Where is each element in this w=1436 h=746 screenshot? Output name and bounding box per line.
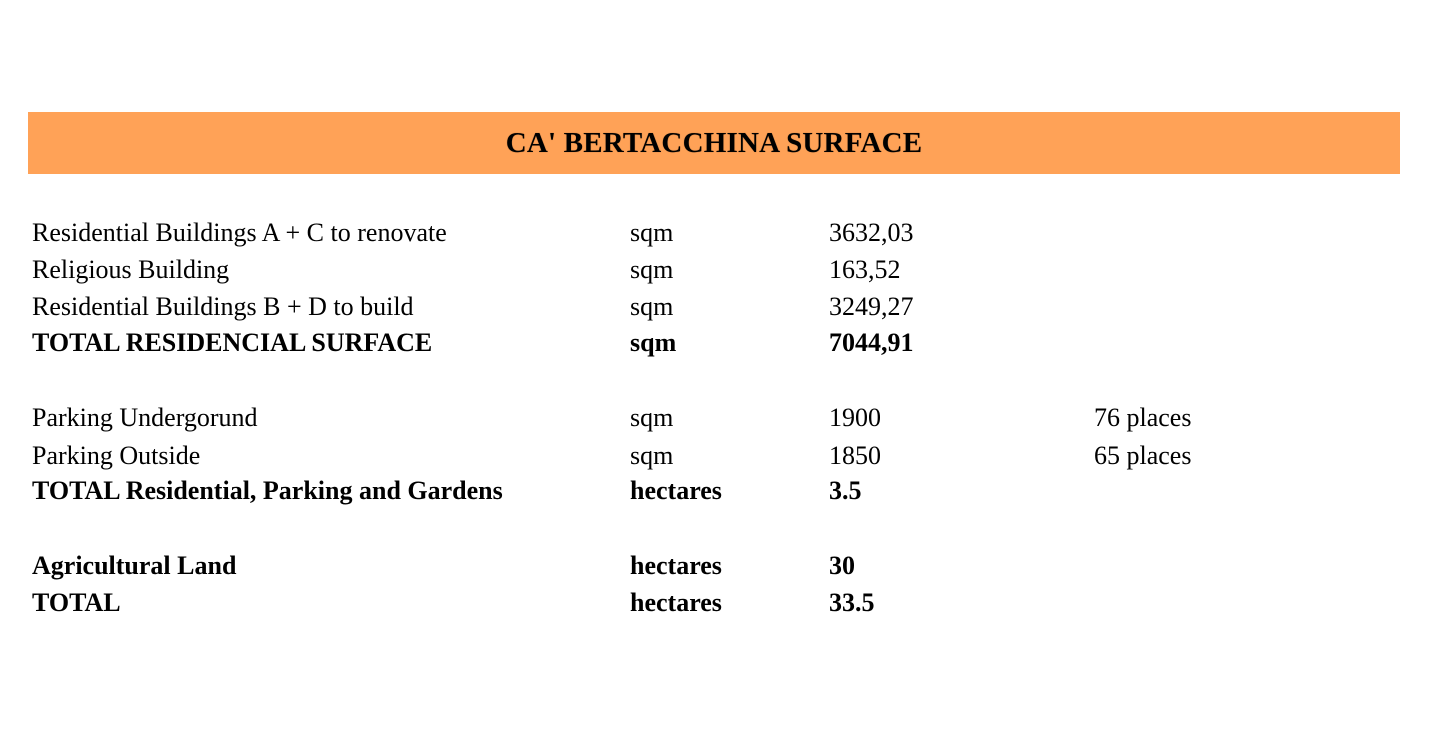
row-label: TOTAL Residential, Parking and Gardens — [32, 476, 503, 505]
row-label: TOTAL RESIDENCIAL SURFACE — [32, 328, 433, 357]
row-unit: sqm — [630, 403, 674, 432]
row-value: 1900 — [829, 403, 881, 432]
table-row — [0, 438, 1436, 474]
row-extra: 76 places — [1094, 403, 1192, 432]
row-value: 3249,27 — [829, 292, 914, 321]
row-value: 30 — [829, 551, 855, 580]
row-value: 7044,91 — [829, 328, 914, 357]
row-value: 33.5 — [829, 588, 875, 617]
row-label: Residential Buildings B + D to build — [32, 292, 414, 321]
row-extra: 65 places — [1094, 441, 1192, 470]
row-label: Residential Buildings A + C to renovate — [32, 218, 447, 247]
row-unit: sqm — [630, 292, 674, 321]
total-row — [0, 473, 1436, 509]
row-unit: hectares — [630, 588, 722, 617]
row-value: 163,52 — [829, 255, 901, 284]
table-row — [0, 215, 1436, 251]
row-value: 3632,03 — [829, 218, 914, 247]
table-row — [0, 252, 1436, 288]
title-banner — [28, 112, 1400, 174]
row-label: Parking Undergorund — [32, 403, 258, 432]
grand-total-row — [0, 585, 1436, 621]
row-label: Religious Building — [32, 255, 230, 284]
row-value: 3.5 — [829, 476, 862, 505]
row-unit: sqm — [630, 255, 674, 284]
row-unit: hectares — [630, 551, 722, 580]
row-label: Agricultural Land — [32, 551, 237, 580]
row-value: 1850 — [829, 441, 881, 470]
page-title: CA' BERTACCHINA SURFACE — [505, 126, 923, 159]
row-unit: sqm — [630, 218, 674, 247]
row-label: TOTAL — [32, 588, 121, 617]
total-row — [0, 548, 1436, 584]
total-row — [0, 325, 1436, 361]
row-unit: sqm — [630, 441, 674, 470]
row-label: Parking Outside — [32, 441, 201, 470]
row-unit: hectares — [630, 476, 722, 505]
table-row — [0, 289, 1436, 325]
table-row — [0, 400, 1436, 436]
row-unit: sqm — [630, 328, 677, 357]
